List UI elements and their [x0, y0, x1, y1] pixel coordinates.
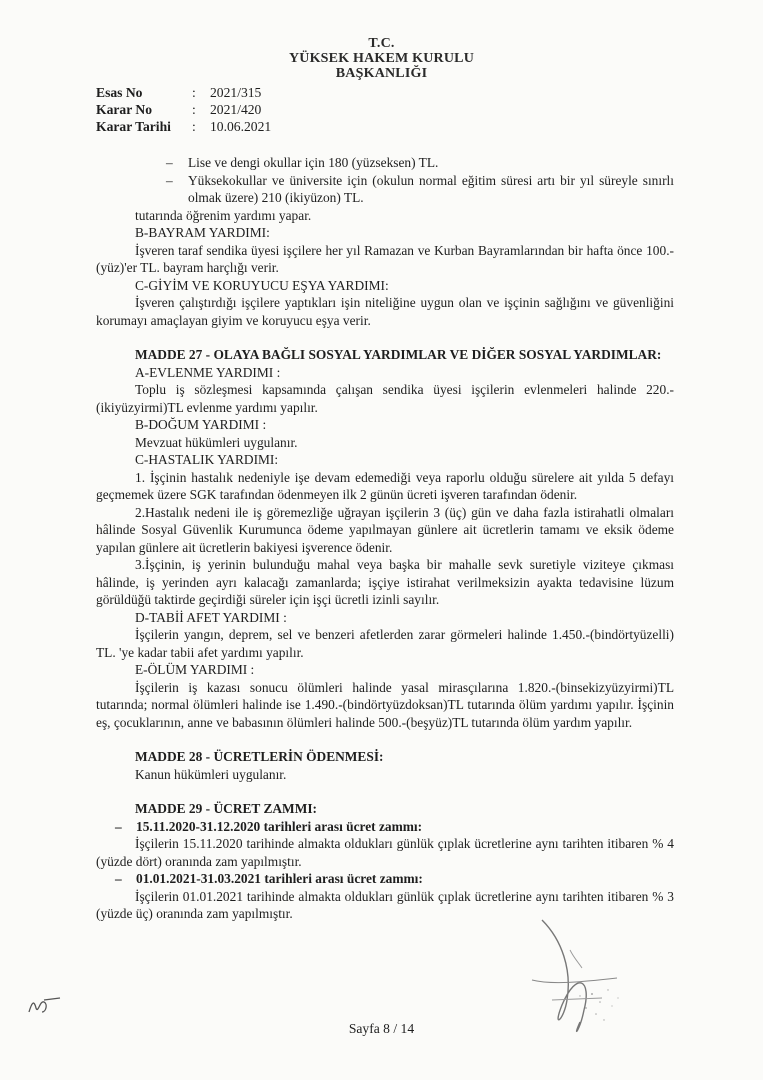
list-item [96, 172, 674, 207]
section-text-olum: İşçilerin iş kazası sonucu ölümleri halinde yasal mirasçılarına 1.820.-(binsekizyüzyirmi)TL tutarında; normal ölümleri halinde ise 1.490.-(bindörtyüzdoksan)TL tutarında ölüm yardımı yapılır. İşçinin eş, çocuklarının, anne ve babasının ölümleri halinde 500.-(beşyüz)TL tutarında ölüm yardım yapılır. [96, 679, 674, 730]
meta-value: 10.06.2021 [210, 119, 272, 134]
header-tc: T.C. [368, 36, 395, 51]
dash-marker: – [115, 818, 122, 834]
article-text-28: Kanun hükümleri uygulanır. [135, 766, 287, 782]
list-item-text: Yüksekokullar ve üniversite için (okulun normal eğitim süresi artı bir yıl süreyle sınırlı olmak üzere) 210 (ikiyüzon) TL. [188, 172, 674, 205]
page-number: Sayfa 8 / 14 [348, 1021, 415, 1036]
list-item [96, 154, 674, 172]
meta-sep: : [192, 85, 196, 100]
section-title-evlenme: A-EVLENME YARDIMI : [135, 364, 281, 380]
initials-mark [26, 994, 62, 1018]
dash-marker: – [115, 871, 122, 886]
meta-row-esas [96, 84, 271, 101]
section-text-hastalik-1: 1. İşçinin hastalık nedeniyle işe devam edemediği veya raporlu olduğu sürelere ait yılda 5 defayı geçmemek üzere SGK tarafından ödenmeyen ilk 2 günün ücreti işveren tarafından ödenir. [96, 469, 674, 502]
meta-label: Esas No [96, 85, 143, 100]
meta-label: Karar Tarihi [96, 119, 171, 134]
header-institution: YÜKSEK HAKEM KURULU [288, 51, 475, 66]
list-item-text: Lise ve dengi okullar için 180 (yüzseksen) TL. [188, 155, 439, 170]
meta-sep: : [192, 102, 196, 117]
period-heading-text: 15.11.2020-31.12.2020 tarihleri arası ücret zammı: [136, 818, 423, 834]
section-title-giyim: C-GİYİM VE KORUYUCU EŞYA YARDIMI: [135, 277, 389, 293]
egitim-tail: tutarında öğrenim yardımı yapar. [135, 207, 312, 223]
dash-marker: – [166, 172, 173, 188]
section-title-afet: D-TABİİ AFET YARDIMI : [135, 609, 287, 625]
meta-row-tarih [96, 118, 271, 135]
document-header [0, 36, 763, 81]
section-text-bayram: İşveren taraf sendika üyesi işçilere her yıl Ramazan ve Kurban Bayramlarından bir hafta önce 100.-(yüz)'er TL. bayram harçlığı verir. [96, 242, 674, 275]
section-text-hastalik-2: 2.Hastalık nedeni ile iş göremezliğe uğrayan işçilerin 3 (üç) gün ve daha fazla istirahatli olmaları hâlinde Sosyal Güvenlik Kurumunca ödeme yapılmayan günlere ait ücretlerin tamamı ve eksik ödeme yapılan günlere ait ücretlerin bakiyesi işverence ödenir. [96, 504, 674, 555]
section-title-bayram: B-BAYRAM YARDIMI: [135, 225, 270, 240]
meta-value: 2021/420 [210, 102, 262, 117]
document-body [96, 154, 674, 923]
header-department: BAŞKANLIĞI [335, 66, 428, 81]
section-text-evlenme: Toplu iş sözleşmesi kapsamında çalışan sendika üyesi işçilerin evlenmeleri halinde 220.-(ikiyüzyirmi)TL evlenme yardımı yapılır. [96, 382, 674, 415]
period-text: İşçilerin 01.01.2021 tarihinde almakta oldukları günlük çıplak ücretlerine aynı tarihten itibaren % 3 (yüzde üç) oranında zam yapılmıştır. [96, 888, 674, 921]
section-text-giyim: İşveren çalıştırdığı işçilere yaptıkları işin niteliğine uygun olan ve işçinin sağlığını ve güvenliğini korumayı amaçlayan giyim ve koruyucu eşya verir. [96, 295, 674, 328]
meta-sep: : [192, 119, 196, 134]
period-heading [96, 818, 674, 836]
article-title-28: MADDE 28 - ÜCRETLERİN ÖDENMESİ: [135, 749, 384, 764]
period-heading [96, 870, 674, 888]
meta-row-karar [96, 101, 271, 118]
case-meta [96, 84, 271, 135]
meta-label: Karar No [96, 102, 153, 117]
section-text-dogum: Mevzuat hükümleri uygulanır. [135, 434, 298, 450]
article-title-27: MADDE 27 - OLAYA BAĞLI SOSYAL YARDIMLAR VE DİĞER SOSYAL YARDIMLAR: [135, 347, 662, 362]
section-text-hastalik-3: 3.İşçinin, iş yerinin bulunduğu mahal veya başka bir mahalle sevk suretiyle viziteye çıkması hâlinde, iş yerinden ayrı kalacağı zamanlarda; işçiye istirahat verilmeksizin ayakta tedavisine lüzum görüldüğü taktirde geçirdiği süreler için işçi ücretli izinli sayılır. [96, 557, 674, 607]
period-heading-text: 01.01.2021-31.03.2021 tarihleri arası ücret zammı: [136, 871, 423, 886]
section-title-olum: E-ÖLÜM YARDIMI : [135, 662, 255, 677]
section-text-afet: İşçilerin yangın, deprem, sel ve benzeri afetlerden zarar görmeleri halinde 1.450.-(bindörtyüzelli) TL. 'ye kadar tabii afet yardımı yapılır. [96, 627, 674, 660]
article-title-29: MADDE 29 - ÜCRET ZAMMI: [135, 801, 318, 816]
signature-mark [522, 910, 632, 1070]
dash-marker: – [166, 155, 173, 170]
meta-value: 2021/315 [210, 85, 262, 100]
period-text: İşçilerin 15.11.2020 tarihinde almakta oldukları günlük çıplak ücretlerine aynı tarihten itibaren % 4 (yüzde dört) oranında zam yapılmıştır. [96, 836, 674, 869]
section-title-hastalik: C-HASTALIK YARDIMI: [135, 452, 279, 467]
section-title-dogum: B-DOĞUM YARDIMI : [135, 417, 267, 432]
